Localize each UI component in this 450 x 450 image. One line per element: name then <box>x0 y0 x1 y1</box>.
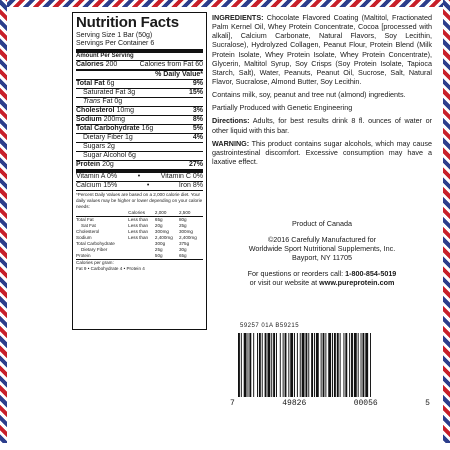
decorative-border-left <box>0 0 7 450</box>
mineral-row: Calcium 15% • Iron 8% <box>76 182 203 190</box>
barcode-bar <box>257 333 258 397</box>
ingredients-paragraph: INGREDIENTS: Chocolate Flavored Coating (Maltitol, Fractionated Palm Kernel Oil, Whey Protein Concentrate, Cocoa [processed with alkali], Calcium Carbonate, Natural Flavors, Soy Lecithin, Sucralose), Hydrolyzed Collagen, Peanut Flour, Protein Blend (Milk Protein Isolate, Whey Protein Isolate, Whey Protein Concentrate), Glycerin, Maltitol Syrup, Soy Crisps (Soy Protein Isolate, Tapioca Starch, Salt), Water, Peanuts, Peanut Oil, Sucrose, Salt, Natural Flavor, Sucralose, Almond Butter, Soy Lecithin. <box>212 13 433 86</box>
nutrient-row: Protein 20g 27% <box>76 161 203 169</box>
nutrition-title: Nutrition Facts <box>76 14 179 31</box>
barcode-bar <box>262 333 263 397</box>
barcode-bar <box>302 333 305 397</box>
table-row: Total Carbohydrate 300g 375g <box>76 241 190 247</box>
allergen-statement: Contains milk, soy, peanut and tree nut (almond) ingredients. <box>212 90 406 100</box>
contact-block: For questions or reorders call: 1-800-854-5019 or visit our website at www.pureprotein.com <box>247 269 397 287</box>
barcode-bar <box>370 333 371 397</box>
nutrient-row: Trans Fat 0g <box>83 97 123 105</box>
lot-number: 59257 01A B59215 <box>240 323 300 329</box>
calories-per-gram: Calories per gram: <box>76 260 114 266</box>
barcode-bar <box>285 333 287 397</box>
barcode-bar <box>365 333 368 397</box>
daily-value-table: Calories 2,000 2,500 Total Fat Less than 65g 80g Sat Fat Less than 20g 25g Cholesterol Less than 300mg 300mg Sodium Less than 2,400mg 2,400mg Total Carbohydrate 300g 375g Dietary Fiber 25g 30g Protein 50g 65g <box>76 210 203 260</box>
calories-from-fat: Calories from Fat 60 <box>139 60 203 68</box>
barcode-bar <box>273 333 275 397</box>
table-row: Cholesterol Less than 300mg 300mg <box>76 229 193 235</box>
nutrition-facts-panel <box>72 12 207 330</box>
barcode-bar <box>362 333 364 397</box>
table-row: Sat Fat Less than 20g 25g <box>81 223 187 229</box>
calories-label: Calories <box>76 60 104 68</box>
nutrient-row: Sodium 200mg 8% <box>76 116 203 124</box>
barcode-bar <box>323 333 325 397</box>
barcode-bar <box>354 333 357 397</box>
barcode-bar <box>249 333 251 397</box>
origin-text: Product of Canada <box>292 219 352 228</box>
barcode-bar <box>316 333 319 397</box>
daily-value-footnote: *Percent Daily Values are based on a 2,000 calorie diet. Your daily values may be higher or lower depending on your calorie needs: <box>76 192 203 210</box>
barcode-bar <box>300 333 301 397</box>
barcode-bar <box>340 333 341 397</box>
nutrient-row: Saturated Fat 3g 15% <box>83 88 203 96</box>
warning-paragraph: WARNING: This product contains sugar alcohols, which may cause gastrointestinal discomfort. Excessive consumption may have a laxative effect. <box>212 138 432 166</box>
barcode-bar <box>288 333 289 397</box>
barcode-bar <box>334 333 336 397</box>
daily-value-header: % Daily Value* <box>155 70 203 78</box>
ingredients-column <box>212 13 432 170</box>
decorative-border-right <box>443 0 450 450</box>
barcode-bar <box>337 333 339 397</box>
barcode-bar <box>332 333 333 397</box>
barcode-bar <box>253 333 254 397</box>
amount-per-serving: Amount Per Serving <box>76 52 134 59</box>
barcode-digits: 7 49826 00056 5 <box>230 399 430 408</box>
barcode-bar <box>351 333 353 397</box>
phone-number: 1-800-854-5019 <box>345 269 397 278</box>
serving-size: Serving Size 1 Bar (50g) <box>76 31 153 39</box>
barcode-bar <box>280 333 281 397</box>
vitamin-row: Vitamin A 0% • Vitamin C 0% <box>76 173 203 181</box>
nutrient-row: Total Carbohydrate 16g 5% <box>76 125 203 133</box>
barcode-bar <box>241 333 242 397</box>
barcode-icon <box>238 333 416 397</box>
barcode-bar <box>343 333 344 397</box>
barcode-bar <box>321 333 322 397</box>
barcode-bar <box>308 333 309 397</box>
decorative-border-top <box>0 0 450 7</box>
barcode-bar <box>349 333 350 397</box>
nutrient-row: Cholesterol 10mg 3% <box>76 106 203 114</box>
servings-per-container: Servings Per Container 6 <box>76 39 155 47</box>
barcode-bar <box>328 333 331 397</box>
website-link: www.pureprotein.com <box>319 278 395 287</box>
barcode-bar <box>345 333 347 397</box>
per-gram-values: Fat 9 • Carbohydrate 4 • Protein 4 <box>76 266 145 272</box>
barcode-bar <box>267 333 270 397</box>
barcode-bar <box>276 333 277 397</box>
barcode-bar <box>265 333 267 397</box>
calories-row <box>76 61 203 69</box>
decorative-border-bottom <box>0 443 450 450</box>
table-row: Sodium Less than 2,400mg 2,400mg <box>76 235 197 241</box>
barcode-bar <box>248 333 249 397</box>
directions-paragraph: Directions: Adults, for best results drink 8 fl. ounces of water or other liquid with this bar. <box>212 116 432 135</box>
nutrient-row: Total Fat 6g 9% <box>76 79 203 87</box>
barcode-bar <box>361 333 362 397</box>
barcode-bar <box>297 333 298 397</box>
table-row: Protein 50g 65g <box>76 253 203 259</box>
barcode-bar <box>314 333 315 397</box>
manufacturer-block: ©2016 Carefully Manufactured for Worldwide Sport Nutritional Supplements, Inc. Bayport, NY 11705 <box>248 235 396 262</box>
calories-value: 200 <box>105 60 118 68</box>
barcode-bar <box>311 333 313 397</box>
barcode-bar <box>238 333 240 397</box>
barcode-bar <box>290 333 293 397</box>
nutrient-row: Sugars 2g <box>83 143 115 151</box>
barcode-bar <box>259 333 261 397</box>
barcode-bar <box>305 333 307 397</box>
barcode-bar <box>271 333 272 397</box>
barcode-bar <box>358 333 359 397</box>
nutrient-row: Dietary Fiber 1g 4% <box>83 134 203 142</box>
barcode-bar <box>283 333 284 397</box>
barcode-bar <box>244 333 247 397</box>
table-row: Total Fat Less than 65g 80g <box>76 217 187 223</box>
ge-statement: Partially Produced with Genetic Engineering <box>212 103 353 113</box>
nutrient-row: Sugar Alcohol 6g <box>83 152 136 160</box>
barcode-bar <box>325 333 326 397</box>
barcode-bar <box>294 333 295 397</box>
table-row: Dietary Fiber 25g 30g <box>81 247 187 253</box>
